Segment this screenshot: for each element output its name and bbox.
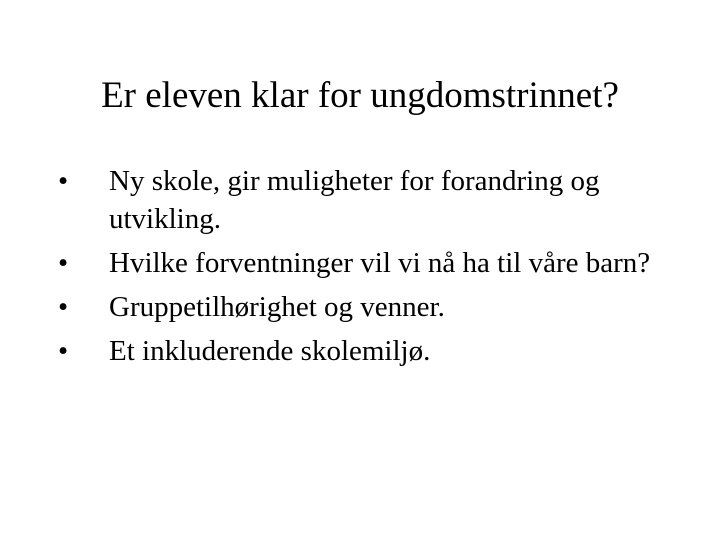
list-item	[58, 332, 678, 370]
list-item	[58, 288, 678, 326]
bullet-text: Et inkluderende skolemiljø.	[109, 335, 431, 367]
bullet-icon: •	[58, 335, 69, 367]
bullet-list	[58, 162, 678, 376]
bullet-icon: •	[58, 165, 69, 197]
list-item	[58, 244, 678, 282]
bullet-text: Hvilke forventninger vil vi nå ha til våre barn?	[109, 247, 651, 279]
bullet-text: Gruppetilhørighet og venner.	[109, 291, 445, 323]
bullet-text: Ny skole, gir muligheter for forandring og utvikling.	[109, 165, 600, 235]
list-item	[58, 162, 678, 238]
slide-title: Er eleven klar for ungdomstrinnet?	[101, 75, 619, 116]
bullet-icon: •	[58, 247, 69, 279]
bullet-icon: •	[58, 291, 69, 323]
